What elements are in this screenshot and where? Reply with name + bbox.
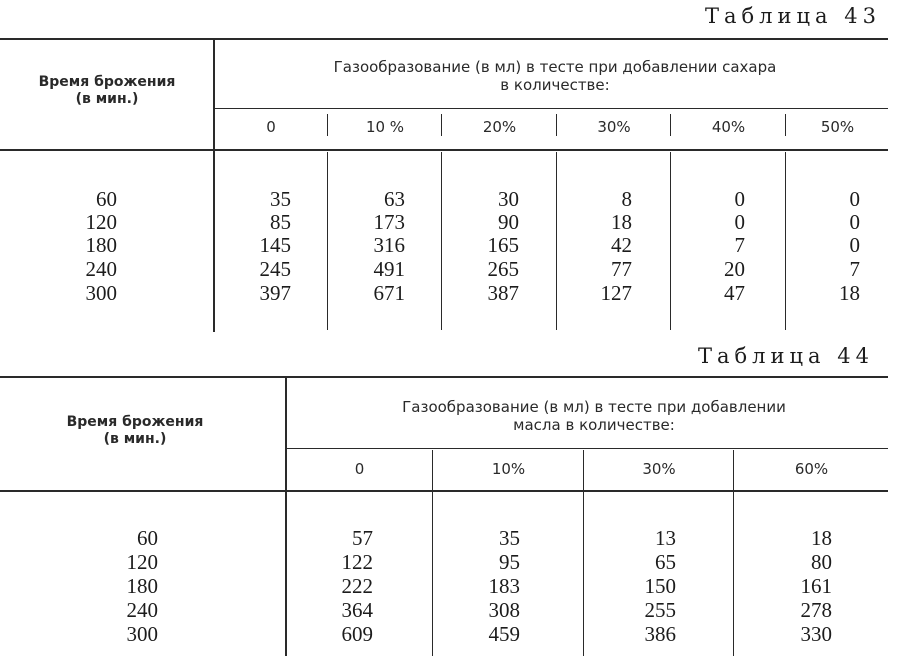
column-divider — [733, 492, 734, 656]
header-bottom-rule — [0, 149, 888, 151]
value-cell: 7 — [849, 257, 860, 281]
stub-header-line: Время брожения — [38, 74, 176, 90]
value-cell: 7 — [734, 233, 745, 257]
value-cell: 161 — [800, 574, 832, 598]
column-divider — [785, 114, 786, 136]
value-cell: 222 — [341, 574, 373, 598]
span-header-line: в количестве: — [500, 76, 610, 94]
header-bottom-rule — [0, 490, 888, 492]
time-cell: 60 — [96, 187, 117, 211]
value-cell: 30 — [498, 187, 519, 211]
value-cell: 278 — [800, 598, 832, 622]
stub-header-line: Время брожения — [66, 414, 204, 430]
value-cell: 165 — [487, 233, 519, 257]
value-cell: 145 — [259, 233, 291, 257]
stub-header-line: (в мин.) — [103, 431, 167, 447]
value-cell: 20 — [724, 257, 745, 281]
value-cell: 57 — [352, 526, 373, 550]
value-cell: 90 — [498, 210, 519, 234]
value-cell: 18 — [811, 526, 832, 550]
value-cell: 63 — [384, 187, 405, 211]
column-divider — [556, 114, 557, 136]
column-header: 30% — [597, 118, 631, 136]
time-cell: 120 — [126, 550, 158, 574]
value-cell: 35 — [270, 187, 291, 211]
value-cell: 609 — [341, 622, 373, 646]
value-cell: 85 — [270, 210, 291, 234]
value-cell: 316 — [373, 233, 405, 257]
value-cell: 330 — [800, 622, 832, 646]
time-cell: 240 — [85, 257, 117, 281]
value-cell: 80 — [811, 550, 832, 574]
span-header-rule — [214, 108, 888, 109]
column-header: 10% — [491, 460, 526, 478]
value-cell: 459 — [488, 622, 520, 646]
stub-header-line: (в мин.) — [75, 91, 139, 107]
span-header — [300, 398, 888, 434]
value-cell: 0 — [849, 210, 860, 234]
value-cell: 42 — [611, 233, 632, 257]
column-header: 0 — [354, 460, 365, 478]
column-divider — [583, 492, 584, 656]
value-cell: 8 — [621, 187, 632, 211]
column-header: 10 % — [365, 118, 405, 136]
value-cell: 491 — [373, 257, 405, 281]
value-cell: 671 — [373, 281, 405, 305]
column-divider — [327, 114, 328, 136]
column-divider — [556, 152, 557, 330]
value-cell: 13 — [655, 526, 676, 550]
column-header: 40% — [711, 118, 746, 136]
stub-header — [4, 74, 210, 108]
column-divider — [432, 492, 433, 656]
span-header-line: масла в количестве: — [513, 416, 675, 434]
table-caption: Таблица 43 — [705, 4, 881, 28]
span-header — [230, 58, 880, 94]
column-header: 60% — [794, 460, 829, 478]
time-cell: 300 — [126, 622, 158, 646]
column-divider — [670, 114, 671, 136]
column-divider — [441, 152, 442, 330]
value-cell: 265 — [487, 257, 519, 281]
value-cell: 77 — [611, 257, 632, 281]
value-cell: 0 — [849, 187, 860, 211]
value-cell: 18 — [839, 281, 860, 305]
column-header: 0 — [266, 118, 276, 136]
value-cell: 387 — [487, 281, 519, 305]
column-divider — [441, 114, 442, 136]
value-cell: 150 — [644, 574, 676, 598]
column-header: 50% — [820, 118, 855, 136]
value-cell: 397 — [259, 281, 291, 305]
column-divider — [583, 450, 584, 490]
value-cell: 35 — [499, 526, 520, 550]
column-divider — [733, 450, 734, 490]
value-cell: 173 — [373, 210, 405, 234]
value-cell: 386 — [644, 622, 676, 646]
span-header-line: Газообразование (в мл) в тесте при добавлении сахара — [333, 58, 777, 76]
time-cell: 60 — [137, 526, 158, 550]
value-cell: 18 — [611, 210, 632, 234]
time-cell: 180 — [85, 233, 117, 257]
column-header: 30% — [642, 460, 676, 478]
value-cell: 65 — [655, 550, 676, 574]
column-divider — [327, 152, 328, 330]
value-cell: 95 — [499, 550, 520, 574]
value-cell: 308 — [488, 598, 520, 622]
column-divider — [670, 152, 671, 330]
time-cell: 120 — [85, 210, 117, 234]
table-top-rule — [0, 376, 888, 378]
time-cell: 300 — [85, 281, 117, 305]
stub-header — [10, 414, 260, 448]
table-caption: Таблица 44 — [698, 344, 874, 368]
column-divider — [432, 450, 433, 490]
value-cell: 255 — [644, 598, 676, 622]
value-cell: 127 — [600, 281, 632, 305]
span-header-line: Газообразование (в мл) в тесте при добавлении — [402, 398, 786, 416]
value-cell: 47 — [724, 281, 745, 305]
value-cell: 183 — [488, 574, 520, 598]
value-cell: 245 — [259, 257, 291, 281]
value-cell: 364 — [341, 598, 373, 622]
value-cell: 0 — [734, 210, 745, 234]
value-cell: 0 — [849, 233, 860, 257]
value-cell: 0 — [734, 187, 745, 211]
time-cell: 180 — [126, 574, 158, 598]
column-header: 20% — [482, 118, 517, 136]
value-cell: 122 — [341, 550, 373, 574]
time-cell: 240 — [126, 598, 158, 622]
column-divider — [785, 152, 786, 330]
table-top-rule — [0, 38, 888, 40]
span-header-rule — [287, 448, 888, 449]
